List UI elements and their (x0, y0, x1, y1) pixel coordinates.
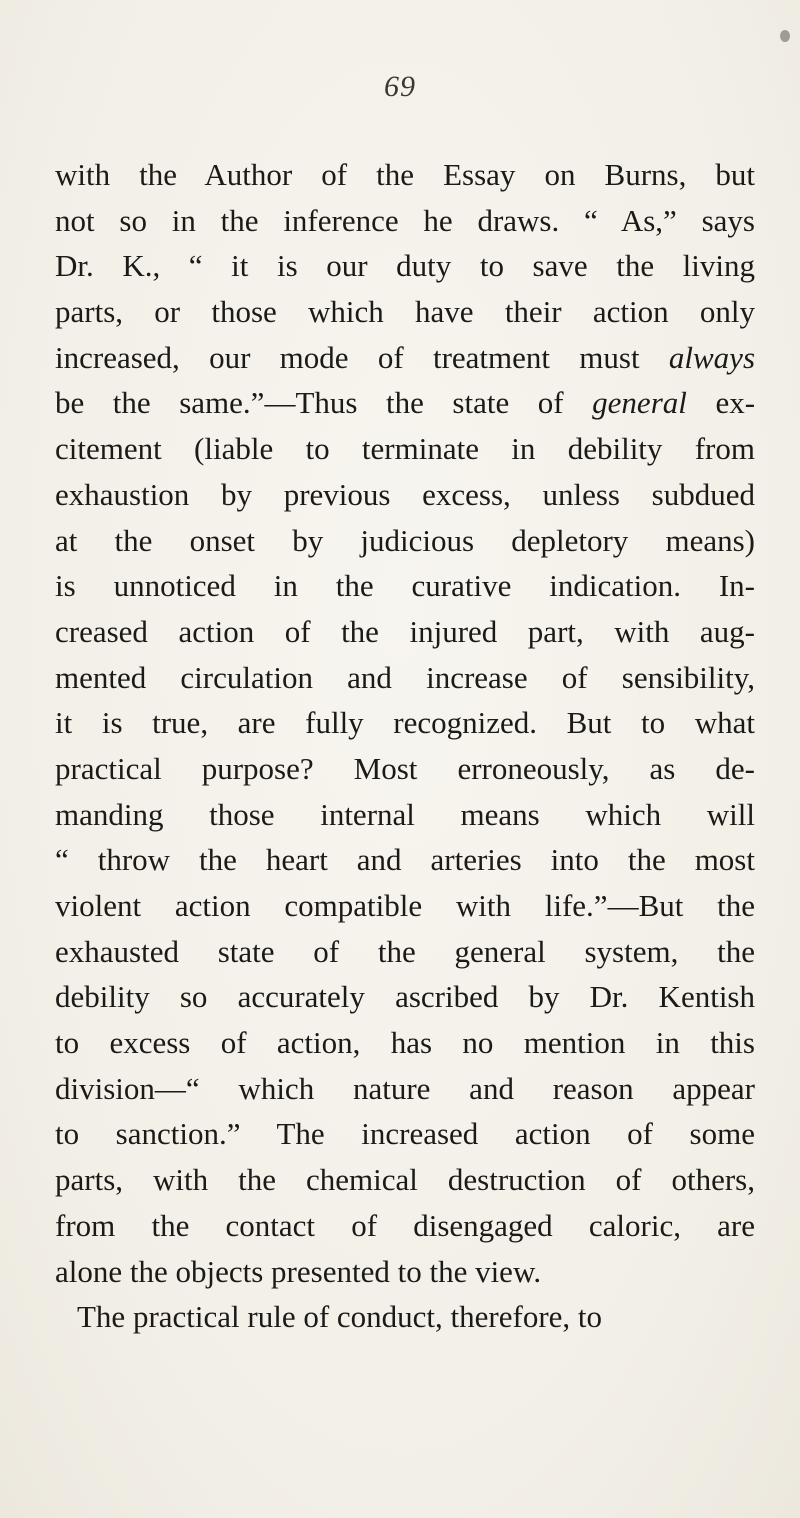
text-line: is unnoticed in the curative indication. In- (55, 568, 755, 604)
italic-word: always (668, 339, 755, 375)
text-line: it is true, are fully recognized. But to what (55, 705, 755, 741)
text-line: to sanction.” The increased action of some (55, 1116, 755, 1152)
text-line: debility so accurately ascribed by Dr. Kentish (55, 979, 755, 1015)
text-line: at the onset by judicious depletory means) (55, 522, 755, 558)
text-line: with the Author of the Essay on Burns, but (55, 157, 755, 192)
text-line: increased, our mode of treatment must always (55, 339, 755, 375)
text-line: Dr. K., “ it is our duty to save the living (55, 248, 755, 284)
text-line: manding those internal means which will (55, 796, 755, 832)
text-line: from the contact of disengaged caloric, are (55, 1207, 755, 1243)
body-text (55, 152, 755, 1340)
text-line: not so in the inference he draws. “ As,” says (55, 202, 755, 238)
text-line: creased action of the injured part, with aug- (55, 613, 755, 649)
text-line: exhausted state of the general system, the (55, 933, 755, 969)
page-number: 69 (384, 70, 416, 103)
text-line: exhaustion by previous excess, unless subdued (55, 476, 755, 512)
text-line: violent action compatible with life.”—But the (55, 888, 755, 923)
text-line: mented circulation and increase of sensibility, (55, 659, 755, 695)
text-line: to excess of action, has no mention in this (55, 1025, 755, 1061)
italic-word: general (592, 385, 687, 421)
text-line: The practical rule of conduct, therefore, to (77, 1299, 603, 1335)
text-line: alone the objects presented to the view. (55, 1253, 542, 1289)
text-line: parts, with the chemical destruction of others, (55, 1162, 755, 1198)
text-line: division—“ which nature and reason appear (55, 1070, 755, 1106)
text-line: parts, or those which have their action only (55, 294, 755, 330)
text-line: practical purpose? Most erroneously, as de- (55, 750, 755, 786)
text-line: “ throw the heart and arteries into the most (55, 842, 755, 878)
text-line: be the same.”—Thus the state of general ex- (55, 385, 755, 421)
text-line: citement (liable to terminate in debility from (55, 431, 755, 467)
page-blemish (780, 30, 790, 42)
